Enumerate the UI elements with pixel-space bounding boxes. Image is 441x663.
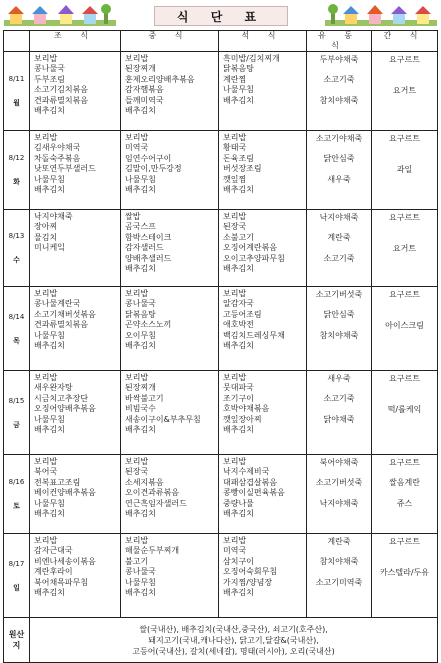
liquid-diet-item: 계란죽 xyxy=(327,233,351,243)
header-snack: 간 식 xyxy=(372,31,438,52)
breakfast-item: 배추김치 xyxy=(34,341,65,351)
dinner-item: 가지찜/양념장 xyxy=(223,577,273,587)
day-date: 8/17 xyxy=(8,559,25,568)
lunch-cell xyxy=(121,131,219,210)
breakfast-item: 배추김치 xyxy=(34,509,65,519)
breakfast-item: 콩나물국 xyxy=(34,64,65,74)
liquid-diet-item: 소고기죽 xyxy=(323,75,355,85)
snack-item: 요구르트 xyxy=(389,458,420,467)
breakfast-item: 배추김치 xyxy=(34,106,65,116)
day-row xyxy=(4,534,438,618)
lunch-item: 소세지볶음 xyxy=(125,477,164,487)
dinner-item: 계란찜 xyxy=(223,74,247,84)
dinner-item: 배추김치 xyxy=(223,588,254,598)
day-of-week: 목 xyxy=(13,336,20,345)
lunch-cell xyxy=(121,287,219,371)
dinner-item: 미역국 xyxy=(223,546,247,556)
liquid-diet-item: 소고기버섯죽 xyxy=(315,290,363,299)
liquid-diet-item: 새우죽 xyxy=(327,374,351,383)
lunch-item: 미역국 xyxy=(125,143,149,153)
dinner-item: 대패삼겹살볶음 xyxy=(223,477,278,487)
lunch-cell xyxy=(121,455,219,534)
dinner-item: 보리밥 xyxy=(223,536,247,545)
dinner-item: 돈육조림 xyxy=(223,153,254,163)
liquid-diet-item: 닭안심죽 xyxy=(323,310,355,320)
snack-item: 쥬스 xyxy=(396,498,413,508)
dinner-item: 백김치드레싱무채 xyxy=(223,330,285,340)
breakfast-item: 북어채목파무침 xyxy=(34,577,89,587)
snack-item: 쌀음계란 xyxy=(389,478,420,488)
dinner-item: 뭇대파국 xyxy=(223,383,254,393)
dinner-cell xyxy=(219,210,307,287)
breakfast-item: 감자근대국 xyxy=(34,546,73,556)
lunch-item: 배추김치 xyxy=(125,588,156,598)
breakfast-cell xyxy=(30,371,121,455)
liquid-diet-cell xyxy=(307,210,372,287)
lunch-item: 보리밥 xyxy=(125,133,149,142)
breakfast-item: 배추김치 xyxy=(34,588,65,598)
breakfast-item: 낙지야채죽 xyxy=(34,212,73,221)
snack-cell xyxy=(372,371,438,455)
breakfast-cell xyxy=(30,534,121,618)
lunch-item: 된장국 xyxy=(125,467,149,477)
meal-table xyxy=(3,30,438,663)
snack-item: 요구르트 xyxy=(389,290,420,299)
lunch-item: 오이무침 xyxy=(125,330,156,340)
lunch-item: 양배추샐러드 xyxy=(125,253,172,263)
dinner-item: 낙지수제비국 xyxy=(223,467,270,477)
day-date-cell xyxy=(4,455,30,534)
lunch-item: 된장찌개 xyxy=(125,383,156,393)
liquid-diet-item: 참치야채죽 xyxy=(319,557,359,567)
day-row xyxy=(4,210,438,287)
lunch-item: 불고기 xyxy=(125,556,149,566)
dinner-item: 보리밥 xyxy=(223,212,247,221)
page-header xyxy=(0,0,441,30)
breakfast-item: 보리밥 xyxy=(34,536,58,545)
dinner-item: 소불고기 xyxy=(223,232,254,242)
table-header-row xyxy=(4,31,438,52)
lunch-item: 훈제오리양배추볶음 xyxy=(125,74,195,84)
header-lunch: 중 식 xyxy=(121,31,219,52)
lunch-item: 보리밥 xyxy=(125,54,149,63)
snack-item: 아이스크림 xyxy=(385,321,424,331)
breakfast-item: 차돌숙주볶음 xyxy=(34,153,81,163)
dinner-item: 배추김치 xyxy=(223,95,254,105)
lunch-item: 감자햄볶음 xyxy=(125,85,164,95)
lunch-item: 배추김치 xyxy=(125,425,156,435)
liquid-diet-item: 참치야채죽 xyxy=(319,95,359,105)
dinner-item: 닭볶음탕 xyxy=(223,64,254,74)
houses-decoration-left xyxy=(4,2,116,28)
dinner-item: 오이고추양파무침 xyxy=(223,253,285,263)
lunch-item: 배추김치 xyxy=(125,185,156,195)
liquid-diet-item: 소고기죽 xyxy=(323,394,355,404)
day-row xyxy=(4,52,438,131)
breakfast-item: 김새우야채국 xyxy=(34,143,81,153)
breakfast-item: 나물무침 xyxy=(34,498,65,508)
liquid-diet-item: 참치야채죽 xyxy=(319,330,359,340)
liquid-diet-item: 낙지야채죽 xyxy=(319,498,359,508)
lunch-item: 나물무침 xyxy=(125,577,156,587)
day-of-week: 금 xyxy=(13,420,20,429)
lunch-item: 비빔국수 xyxy=(125,404,156,414)
dinner-cell xyxy=(219,131,307,210)
dinner-item: 흑미밥/김치찌개 xyxy=(223,54,280,63)
breakfast-item: 소고기채버섯볶음 xyxy=(34,309,96,319)
lunch-item: 보리밥 xyxy=(125,457,149,466)
breakfast-item: 콩나물계란국 xyxy=(34,299,81,309)
breakfast-item: 배추김치 xyxy=(34,185,65,195)
snack-item: 떡/롤케익 xyxy=(387,405,422,415)
day-date: 8/11 xyxy=(8,75,25,83)
breakfast-item: 계란후라이 xyxy=(34,567,73,577)
liquid-diet-cell xyxy=(307,287,372,371)
header-date xyxy=(4,31,30,52)
breakfast-item: 베이컨양배추볶음 xyxy=(34,488,96,498)
liquid-diet-item: 닭야채죽 xyxy=(323,414,355,424)
snack-item: 요거트 xyxy=(392,86,417,96)
dinner-cell xyxy=(219,534,307,618)
liquid-diet-item: 소고기죽 xyxy=(323,253,355,263)
page-title: 식 단 표 xyxy=(154,6,288,26)
breakfast-item: 장아찌 xyxy=(34,222,58,232)
day-of-week: 수 xyxy=(13,256,20,264)
breakfast-item: 보리밥 xyxy=(34,373,58,382)
dinner-item: 황태국 xyxy=(223,143,247,153)
breakfast-item: 미니케잌 xyxy=(34,243,65,253)
lunch-item: 배추김치 xyxy=(125,341,156,351)
liquid-diet-item: 새우죽 xyxy=(327,174,351,184)
breakfast-item: 시금치고추장단 xyxy=(34,393,89,403)
day-row xyxy=(4,455,438,534)
dinner-item: 알감자국 xyxy=(223,299,254,309)
snack-item: 요구르트 xyxy=(389,537,420,546)
snack-cell xyxy=(372,52,438,131)
day-date-cell xyxy=(4,131,30,210)
lunch-item: 김말이,만두강정 xyxy=(125,164,182,174)
dinner-item: 배추김치 xyxy=(223,264,254,274)
day-of-week: 토 xyxy=(13,502,20,510)
snack-cell xyxy=(372,534,438,618)
snack-item: 카스텔라/두유 xyxy=(379,568,430,578)
dinner-cell xyxy=(219,287,307,371)
dinner-cell xyxy=(219,52,307,131)
day-date-cell xyxy=(4,52,30,131)
dinner-item: 깻잎찜 xyxy=(223,174,247,184)
lunch-item: 보리밥 xyxy=(125,536,149,545)
lunch-cell xyxy=(121,371,219,455)
breakfast-item: 나물무침 xyxy=(34,414,65,424)
snack-item: 과일 xyxy=(396,165,413,175)
day-of-week: 일 xyxy=(13,583,20,592)
snack-item: 요구르트 xyxy=(389,134,420,143)
lunch-item: 배추김치 xyxy=(125,264,156,274)
breakfast-cell xyxy=(30,210,121,287)
dinner-cell xyxy=(219,371,307,455)
lunch-cell xyxy=(121,534,219,618)
dinner-item: 조기구이 xyxy=(223,393,254,403)
liquid-diet-cell xyxy=(307,371,372,455)
breakfast-item: 물김치 xyxy=(34,232,58,242)
lunch-item: 감자샐러드 xyxy=(125,243,164,253)
breakfast-item: 새우완자탕 xyxy=(34,383,73,393)
day-date: 8/13 xyxy=(8,232,25,240)
liquid-diet-cell xyxy=(307,131,372,210)
liquid-diet-cell xyxy=(307,455,372,534)
origin-text: 쌀(국내산), 배추김치(국내산,중국산), 쇠고기(호주산), 돼지고기(국내,캐나다산), 닭고기,달걀&(국내산), 고등어(국내산), 갈치(세네갈), 명태(러시아), 오리(국내산) xyxy=(30,618,438,663)
breakfast-item: 나물무침 xyxy=(34,174,65,184)
dinner-item: 된장국 xyxy=(223,222,247,232)
day-date-cell xyxy=(4,287,30,371)
breakfast-item: 보리밥 xyxy=(34,133,58,142)
dinner-item: 보리밥 xyxy=(223,373,247,382)
snack-cell xyxy=(372,455,438,534)
breakfast-item: 오징어양배추볶음 xyxy=(34,404,96,414)
header-breakfast: 조 식 xyxy=(30,31,121,52)
lunch-item: 들깨미역국 xyxy=(125,95,164,105)
dinner-item: 보리밥 xyxy=(223,133,247,142)
dinner-item: 애호박전 xyxy=(223,320,254,330)
snack-cell xyxy=(372,131,438,210)
lunch-item: 콩나물국 xyxy=(125,299,156,309)
lunch-item: 임연수어구이 xyxy=(125,153,172,163)
dinner-item: 버섯장조림 xyxy=(223,164,262,174)
snack-item: 요거트 xyxy=(392,244,417,254)
day-row xyxy=(4,371,438,455)
liquid-diet-item: 두부야채죽 xyxy=(319,55,359,64)
breakfast-item: 소고기김치볶음 xyxy=(34,85,89,95)
origin-row xyxy=(4,618,438,663)
liquid-diet-item: 닭안심죽 xyxy=(323,154,355,164)
breakfast-cell xyxy=(30,52,121,131)
snack-cell xyxy=(372,287,438,371)
header-dinner: 석 식 xyxy=(219,31,307,52)
lunch-item: 배추김치 xyxy=(125,106,156,116)
breakfast-item: 배추김치 xyxy=(34,425,65,435)
day-date: 8/12 xyxy=(8,154,25,162)
liquid-diet-cell xyxy=(307,52,372,131)
liquid-diet-item: 소고기미역죽 xyxy=(315,577,363,587)
lunch-item: 곤약소스노끼 xyxy=(125,320,172,330)
dinner-item: 고등어조림 xyxy=(223,309,262,319)
dinner-item: 오징어숙회무침 xyxy=(223,567,278,577)
day-date: 8/14 xyxy=(8,312,25,321)
dinner-item: 보리밥 xyxy=(223,457,247,466)
breakfast-item: 북어국 xyxy=(34,467,58,477)
breakfast-item: 보리밥 xyxy=(34,289,58,298)
day-date-cell xyxy=(4,210,30,287)
snack-item: 요구르트 xyxy=(389,374,420,383)
day-date-cell xyxy=(4,534,30,618)
liquid-diet-item: 소고기버섯죽 xyxy=(315,478,363,488)
lunch-item: 보리밥 xyxy=(125,373,149,382)
dinner-item: 깻잎장아찌 xyxy=(223,414,262,424)
liquid-diet-item: 소고기야채죽 xyxy=(315,134,363,143)
dinner-item: 배추김치 xyxy=(223,509,254,519)
liquid-diet-item: 낙지야채죽 xyxy=(319,213,359,222)
snack-item: 요구르트 xyxy=(389,55,420,64)
liquid-diet-item: 계란죽 xyxy=(327,537,351,546)
dinner-item: 배추김치 xyxy=(223,185,254,195)
origin-label: 원산 지 xyxy=(4,618,30,663)
lunch-item: 바싹불고기 xyxy=(125,393,164,403)
header-liquid-diet: 유 동 식 xyxy=(307,31,372,52)
breakfast-item: 낫또연두부샐러드 xyxy=(34,164,96,174)
day-of-week: 월 xyxy=(13,99,20,107)
day-date: 8/16 xyxy=(8,478,25,486)
lunch-item: 닭볶음탕 xyxy=(125,309,156,319)
day-row xyxy=(4,131,438,210)
breakfast-item: 견과류멸치볶음 xyxy=(34,95,89,105)
breakfast-item: 전복표고조림 xyxy=(34,477,81,487)
day-of-week: 화 xyxy=(13,178,20,186)
breakfast-cell xyxy=(30,287,121,371)
dinner-item: 호박야채볶음 xyxy=(223,404,270,414)
lunch-item: 함박스테이크 xyxy=(125,232,172,242)
lunch-item: 연근흑임자샐러드 xyxy=(125,498,187,508)
breakfast-cell xyxy=(30,455,121,534)
lunch-item: 보리밥 xyxy=(125,289,149,298)
snack-item: 요구르트 xyxy=(389,213,420,222)
dinner-item: 나물무침 xyxy=(223,85,254,95)
lunch-item: 해물순두부찌개 xyxy=(125,546,180,556)
breakfast-cell xyxy=(30,131,121,210)
breakfast-item: 보리밥 xyxy=(34,54,58,63)
dinner-item: 중량나물 xyxy=(223,498,254,508)
day-date: 8/15 xyxy=(8,396,25,405)
day-row xyxy=(4,287,438,371)
dinner-item: 콩빵이실편육볶음 xyxy=(223,488,285,498)
lunch-item: 쌀밥 xyxy=(125,212,141,221)
liquid-diet-item: 북어야채죽 xyxy=(319,458,359,467)
breakfast-item: 나물무침 xyxy=(34,330,65,340)
dinner-cell xyxy=(219,455,307,534)
lunch-cell xyxy=(121,52,219,131)
dinner-item: 오징어계란볶음 xyxy=(223,243,278,253)
dinner-item: 삼치구이 xyxy=(223,556,254,566)
lunch-item: 콩나물국 xyxy=(125,567,156,577)
dinner-item: 배추김치 xyxy=(223,341,254,351)
breakfast-item: 보리밥 xyxy=(34,457,58,466)
houses-decoration-right xyxy=(325,2,437,28)
lunch-item: 새송이구이&부추무침 xyxy=(125,414,201,424)
snack-cell xyxy=(372,210,438,287)
lunch-cell xyxy=(121,210,219,287)
dinner-item: 배추김치 xyxy=(223,425,254,435)
dinner-item: 보리밥 xyxy=(223,289,247,298)
lunch-item: 나물무침 xyxy=(125,174,156,184)
lunch-item: 배추김치 xyxy=(125,509,156,519)
lunch-item: 곰국스프 xyxy=(125,222,156,232)
lunch-item: 오이견과류볶음 xyxy=(125,488,180,498)
breakfast-item: 비엔나세송이볶음 xyxy=(34,556,96,566)
day-date-cell xyxy=(4,371,30,455)
breakfast-item: 견과류멸치볶음 xyxy=(34,320,89,330)
liquid-diet-cell xyxy=(307,534,372,618)
breakfast-item: 두부조림 xyxy=(34,74,65,84)
lunch-item: 된장찌개 xyxy=(125,64,156,74)
